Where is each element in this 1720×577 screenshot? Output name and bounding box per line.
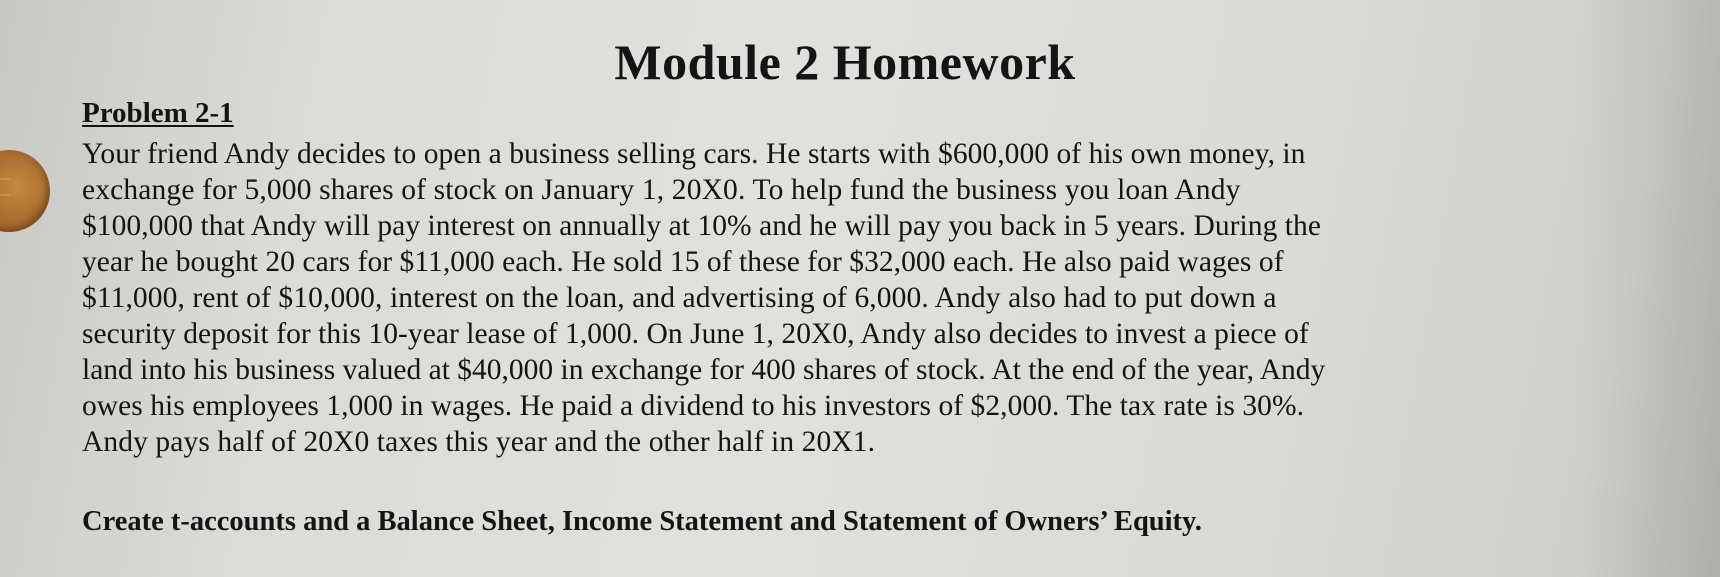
assignment-instruction: Create t-accounts and a Balance Sheet, Income Statement and Statement of Owners’ Equity. xyxy=(82,506,1202,537)
problem-line: land into his business valued at $40,000 in exchange for 400 shares of stock. At the end of the year, Andy xyxy=(82,354,1326,386)
problem-line: $11,000, rent of $10,000, interest on the loan, and advertising of 6,000. Andy also had to put down a xyxy=(82,282,1277,314)
problem-line: owes his employees 1,000 in wages. He paid a dividend to his investors of $2,000. The tax rate is 30%. xyxy=(82,390,1305,422)
page-title: Module 2 Homework xyxy=(614,34,1076,90)
problem-text xyxy=(82,136,1702,460)
problem-line: Your friend Andy decides to open a business selling cars. He starts with $600,000 of his own money, in xyxy=(82,138,1306,170)
problem-line: exchange for 5,000 shares of stock on January 1, 20X0. To help fund the business you loan Andy xyxy=(82,174,1241,206)
problem-line: security deposit for this 10-year lease of 1,000. On June 1, 20X0, Andy also decides to invest a piece of xyxy=(82,318,1309,350)
problem-line: Andy pays half of 20X0 taxes this year and the other half in 20X1. xyxy=(82,426,876,458)
problem-line: $100,000 that Andy will pay interest on annually at 10% and he will pay you back in 5 years. During the xyxy=(82,210,1321,242)
problem-line: year he bought 20 cars for $11,000 each. He sold 15 of these for $32,000 each. He also paid wages of xyxy=(82,246,1284,278)
problem-heading: Problem 2-1 xyxy=(82,97,234,129)
